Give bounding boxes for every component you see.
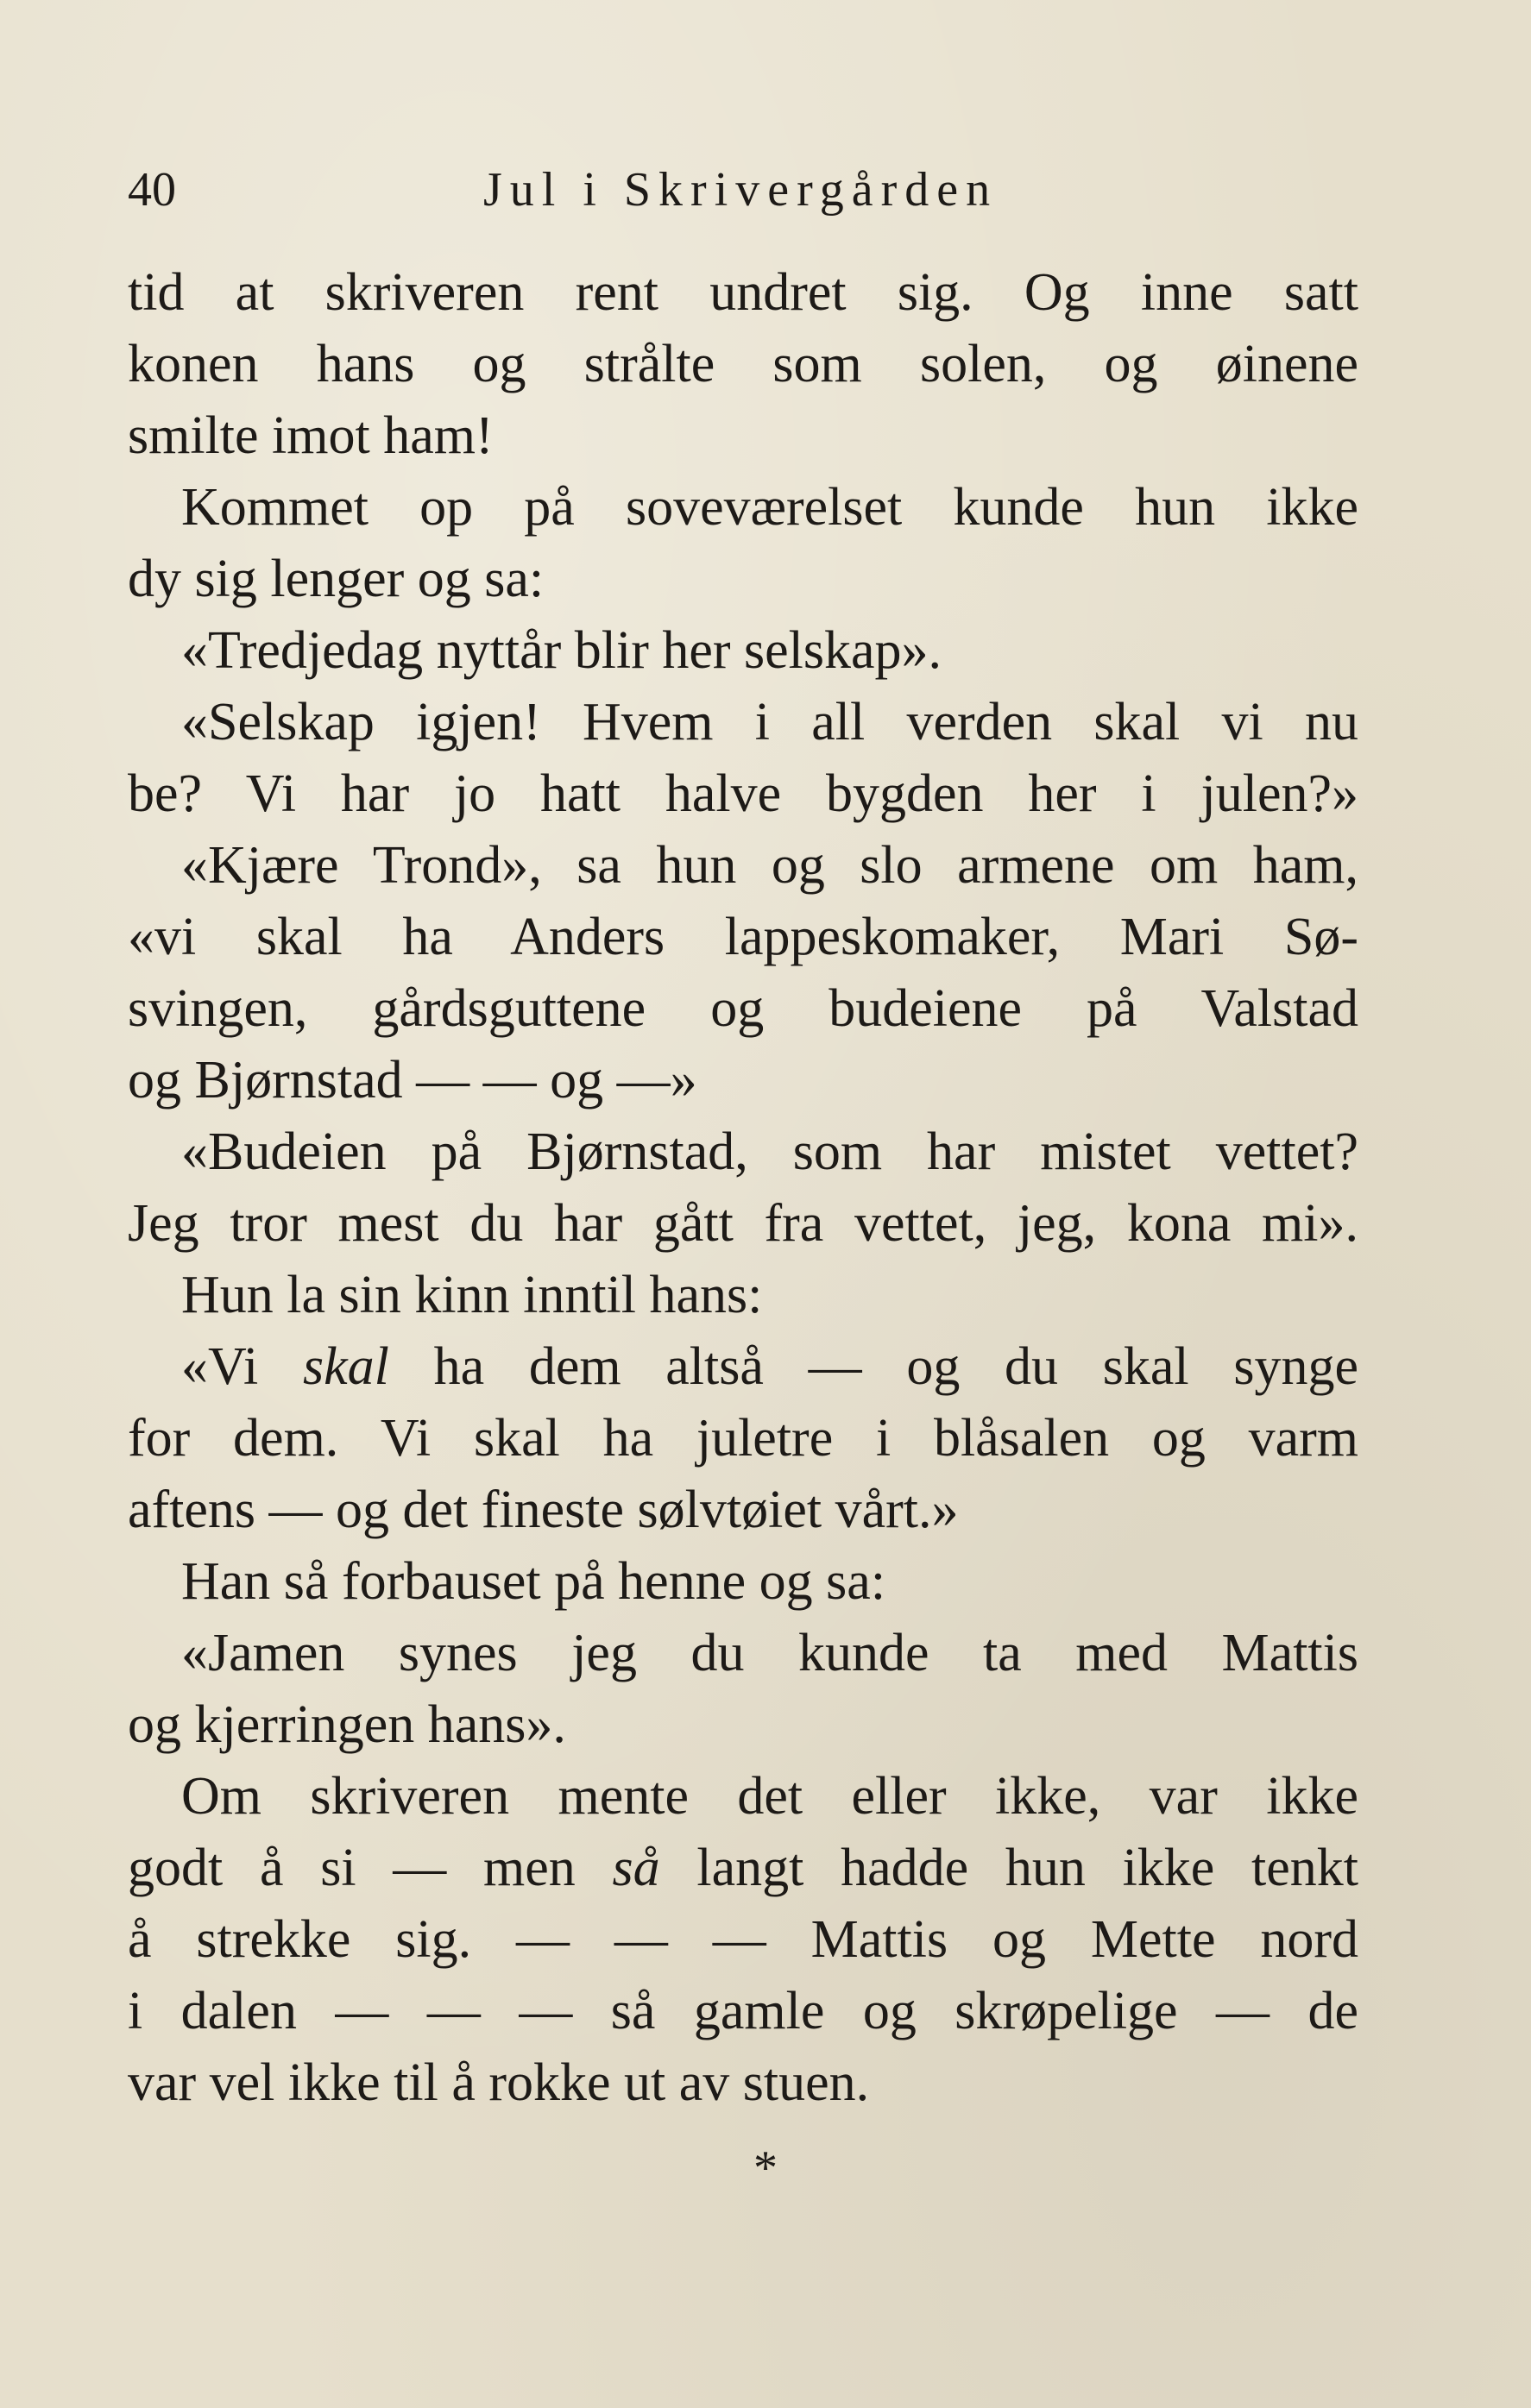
text-line: «Budeien på Bjørnstad, som har mistet vettet? xyxy=(181,1122,1358,1181)
text-line: aftens — og det fineste sølvtøiet vårt.» xyxy=(128,1481,959,1539)
text-line: var vel ikke til å rokke ut av stuen. xyxy=(128,2053,870,2112)
page-header xyxy=(128,155,1362,224)
text-line: «Selskap igjen! Hvem i all verden skal vi nu xyxy=(181,693,1358,751)
text-line: be? Vi har jo hatt halve bygden her i julen?» xyxy=(128,764,1358,823)
text-line: tid at skriveren rent undret sig. Og inne satt xyxy=(128,263,1358,322)
text-line: Han så forbauset på henne og sa: xyxy=(181,1552,886,1611)
text-line: svingen, gårdsguttene og budeiene på Valstad xyxy=(128,979,1358,1038)
text-line: og Bjørnstad — — og —» xyxy=(128,1051,697,1110)
running-title: Jul i Skrivergården xyxy=(483,163,999,217)
text-line: i dalen — — — så gamle og skrøpelige — de xyxy=(128,1982,1358,2040)
line-segment: ha dem altså — og du skal synge xyxy=(433,1337,1358,1396)
line-segment: langt hadde hun ikke tenkt xyxy=(696,1839,1358,1897)
text-line: konen hans og strålte som solen, og øinene xyxy=(128,335,1358,393)
text-line xyxy=(128,1833,1358,1904)
text-line: Hun la sin kinn inntil hans: xyxy=(181,1266,763,1324)
line-segment: godt å si — men xyxy=(128,1839,576,1897)
emphasis: skal xyxy=(303,1337,389,1396)
body-text xyxy=(128,257,1358,2119)
text-line: «Tredjedag nyttår blir her selskap». xyxy=(181,621,942,680)
page-number: 40 xyxy=(128,163,176,217)
text-line: og kjerringen hans». xyxy=(128,1695,566,1754)
text-line: «Kjære Trond», sa hun og slo armene om ham, xyxy=(181,836,1358,895)
text-line: «Jamen synes jeg du kunde ta med Mattis xyxy=(181,1624,1358,1682)
text-line: Kommet op på soveværelset kunde hun ikke xyxy=(181,478,1358,537)
line-segment: «Vi xyxy=(181,1337,259,1396)
text-line: «vi skal ha Anders lappeskomaker, Mari Sø- xyxy=(128,908,1358,966)
emphasis: så xyxy=(612,1839,660,1897)
text-line: smilte imot ham! xyxy=(128,406,494,465)
text-line xyxy=(128,1331,1358,1403)
section-ornament: * xyxy=(753,2141,778,2195)
text-line: å strekke sig. — — — Mattis og Mette nord xyxy=(128,1910,1358,1969)
text-line: Om skriveren mente det eller ikke, var ikke xyxy=(181,1767,1358,1826)
text-line: dy sig lenger og sa: xyxy=(128,550,545,608)
text-line: for dem. Vi skal ha juletre i blåsalen og varm xyxy=(128,1409,1358,1468)
text-line: Jeg tror mest du har gått fra vettet, jeg, kona mi». xyxy=(128,1194,1358,1253)
